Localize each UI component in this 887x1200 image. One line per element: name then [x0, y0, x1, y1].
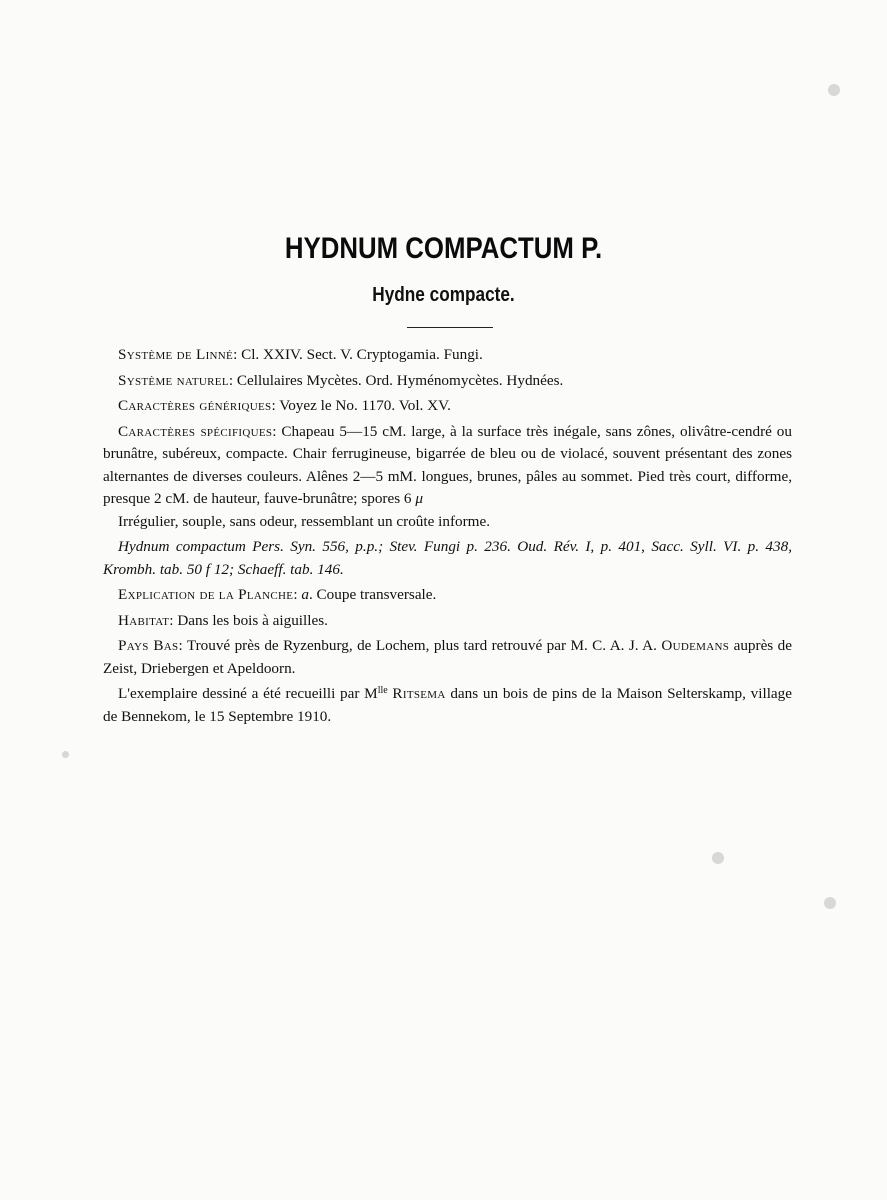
- page-subtitle: Hydne compacte.: [372, 284, 515, 306]
- pays-bas-text-1: : Trouvé près de Ryzenburg, de Lochem, plus tard retrouvé par M. C. A. J. A.: [178, 637, 662, 654]
- habitat-label: Habitat: [118, 611, 170, 629]
- explication-sep: :: [293, 586, 302, 603]
- references-paragraph: Hydnum compactum Pers. Syn. 556, p.p.; Stev. Fungi p. 236. Oud. Rév. I, p. 401, Sacc. Syll. VI. p. 438, Krombh. tab. 50 f 12; Schaeff. tab. 146.: [103, 538, 792, 578]
- explication-paragraph: [103, 584, 792, 607]
- title-divider: [407, 327, 493, 328]
- systeme-naturel-text: : Cellulaires Mycètes. Ord. Hyménomycètes. Hydnées.: [228, 371, 564, 389]
- page-title: HYDNUM COMPACTUM P.: [284, 232, 603, 265]
- exemplaire-text-1: L'exemplaire dessiné a été recueilli par M: [118, 685, 378, 702]
- explication-letter: a: [301, 586, 309, 603]
- exemplaire-paragraph: [103, 680, 792, 728]
- ritsema-name: Ritsema: [392, 685, 446, 702]
- caracteres-generiques-paragraph: [103, 395, 792, 418]
- caracteres-generiques-text: : Voyez le No. 1170. Vol. XV.: [271, 397, 451, 414]
- explication-label: Explication de la Planche: [118, 586, 294, 603]
- pays-bas-label: Pays Bas: [118, 637, 179, 654]
- paper-speck: [712, 852, 724, 864]
- systeme-linne-paragraph: [103, 344, 792, 367]
- systeme-naturel-label: Système naturel: [118, 371, 229, 389]
- caracteres-specifiques-paragraph: [103, 421, 792, 511]
- systeme-naturel-paragraph: [103, 370, 792, 393]
- pays-bas-text-2: auprès de Zeist, Driebergen et Apeldoorn.: [103, 637, 792, 677]
- caracteres-specifiques-text: : Chapeau 5—15 cM. large, à la surface très inégale, sans zônes, olivâtre-cendré ou brunâtre, subéreux, compacte. Chair ferrugineuse, bigarrée de bleu ou de violacé, souvent présentant des zones alternantes de diverses couleurs. Alênes 2—5 mM. longues, brunes, pâles au sommet. Pied très court, difforme, presque 2 cM. de hauteur, fauve-brunâtre; spores 6: [103, 422, 792, 507]
- systeme-linne-label: Système de Linné: [118, 346, 234, 363]
- micron-symbol: μ: [415, 490, 423, 507]
- pays-bas-paragraph: [103, 635, 792, 680]
- exemplaire-sup: lle: [377, 685, 388, 696]
- explication-text: . Coupe transversale.: [308, 586, 437, 603]
- oudemans-name: Oudemans: [661, 637, 730, 654]
- habitat-paragraph: [103, 610, 792, 633]
- paper-speck: [824, 897, 836, 909]
- description-paragraph: Irrégulier, souple, sans odeur, ressemblant un croûte informe.: [118, 512, 491, 530]
- caracteres-specifiques-label: Caractères spécifiques: [118, 422, 273, 440]
- systeme-linne-text: : Cl. XXIV. Sect. V. Cryptogamia. Fungi.: [233, 346, 483, 363]
- description-body: [103, 344, 792, 728]
- caracteres-generiques-label: Caractères génériques: [118, 397, 272, 414]
- paper-speck: [62, 751, 69, 758]
- paper-speck: [828, 84, 840, 96]
- habitat-text: : Dans les bois à aiguilles.: [169, 611, 328, 629]
- exemplaire-text-3: dans un bois de pins de la Maison Selterskamp, village de Bennekom, le 15 Septembre 1910.: [103, 685, 792, 725]
